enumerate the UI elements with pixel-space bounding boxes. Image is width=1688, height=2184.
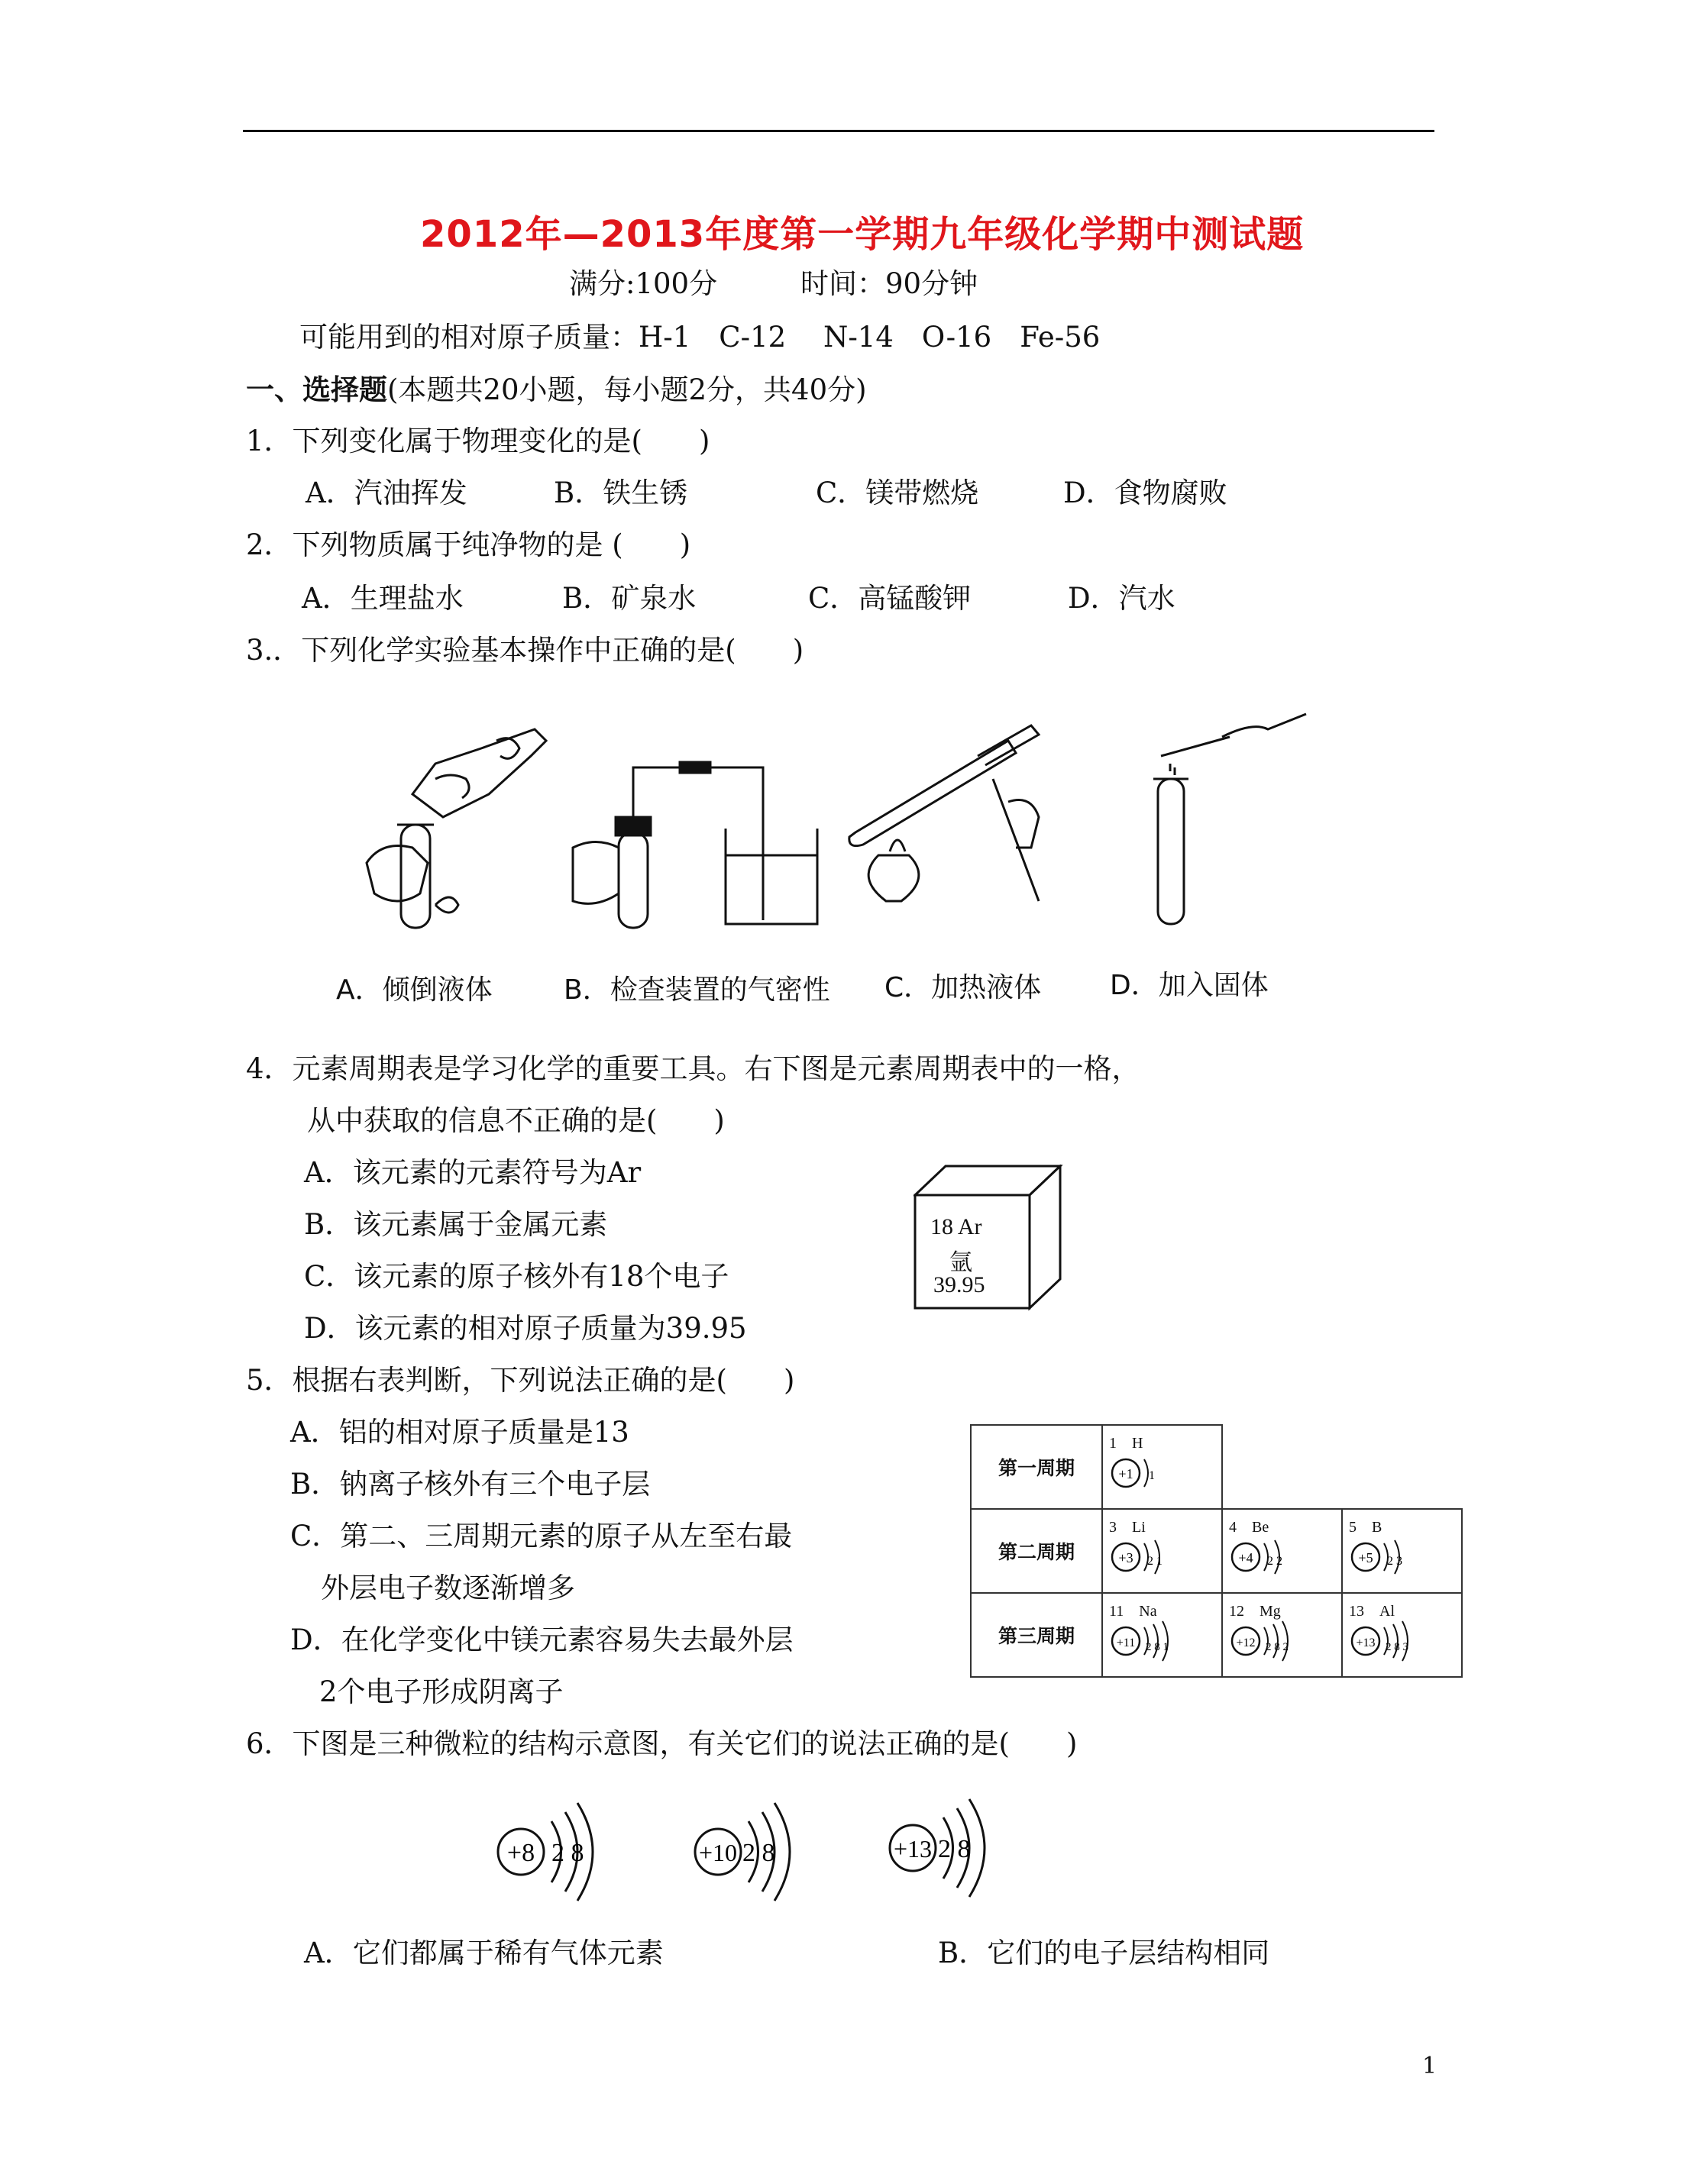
na-atom-diagram [1108,1618,1214,1672]
exam-time: 时间：90分钟 [800,267,978,300]
na-shells: 2 8 1 [1146,1641,1169,1653]
cell-be [1222,1509,1342,1593]
mg-atom-diagram [1227,1618,1334,1672]
al-nucleus: +13 [1356,1636,1376,1649]
particle-1-nucleus: +8 [506,1839,535,1867]
al-atom-diagram [1347,1618,1454,1672]
q2-option-d: D．汽水 [1068,582,1175,615]
q5-option-c-cont: 外层电子数逐渐增多 [321,1572,575,1604]
q3-stem: 3.．下列化学实验基本操作中正确的是( ) [246,634,804,667]
atomic-masses: 可能用到的相对原子质量：H-1 C-12 N-14 O-16 Fe-56 [299,321,1101,354]
li-atom-diagram [1108,1534,1214,1588]
q4-stem-line1: 4．元素周期表是学习化学的重要工具。右下图是元素周期表中的一格， [246,1052,1140,1085]
period-2-label: 第二周期 [971,1509,1102,1593]
q6-option-a: A．它们都属于稀有气体元素 [304,1937,664,1969]
na-nucleus: +11 [1116,1636,1136,1649]
h-nucleus: +1 [1118,1466,1133,1481]
add-solid-illustration [1153,714,1306,924]
cell-na [1102,1593,1222,1677]
page-title: 2012年—2013年度第一学期九年级化学期中测试题 [420,213,1305,256]
empty-cell [1222,1425,1342,1509]
q4-option-d: D．该元素的相对原子质量为39.95 [304,1312,747,1345]
q2-option-b: B．矿泉水 [562,582,697,615]
cell-li-header: 3 Li [1109,1519,1146,1536]
pour-liquid-illustration [367,729,546,928]
be-nucleus: +4 [1238,1550,1253,1565]
section-heading [246,373,867,407]
particle-2-nucleus: +10 [698,1839,738,1866]
mg-shells: 2 8 2 [1266,1641,1289,1653]
be-shells: 2 2 [1267,1555,1282,1568]
mg-nucleus: +12 [1236,1636,1256,1649]
particle-3-nucleus: +13 [893,1835,933,1863]
element-name: 氩 [949,1250,972,1275]
cell-be-header: 4 Be [1229,1519,1269,1536]
lab-operations-figure [321,710,1329,939]
full-marks: 满分:100分 [569,267,718,300]
particle-structure-figure [489,1798,1023,1913]
q6-option-b: B．它们的电子层结构相同 [938,1937,1270,1969]
particle-1-shells: 2 8 [551,1839,584,1867]
q5-option-c: C．第二、三周期元素的原子从左至右最 [290,1520,793,1552]
particle-3-shells: 2 8 [938,1835,971,1863]
q5-option-a: A．铝的相对原子质量是13 [290,1416,629,1449]
header-rule [243,130,1434,132]
q1-option-b: B．铁生锈 [554,477,688,509]
page-number: 1 [1422,2053,1437,2079]
q4-option-a: A．该元素的元素符号为Ar [304,1156,642,1189]
cell-na-header: 11 Na [1109,1603,1157,1620]
cell-mg-header: 12 Mg [1229,1603,1281,1620]
li-shells: 2 1 [1147,1555,1163,1568]
particle-1 [498,1803,593,1901]
cell-h [1102,1425,1222,1509]
q1-option-d: D．食物腐败 [1063,477,1227,509]
q6-stem: 6．下图是三种微粒的结构示意图，有关它们的说法正确的是( ) [246,1727,1078,1760]
q5-stem: 5．根据右表判断，下列说法正确的是( ) [246,1364,795,1397]
q3-caption-b: B．检查装置的气密性 [564,974,830,1006]
al-shells: 2 8 3 [1386,1641,1408,1653]
q4-stem-line2: 从中获取的信息不正确的是( ) [307,1104,725,1137]
q3-caption-c: C．加热液体 [884,972,1042,1003]
q1-stem: 1．下列变化属于物理变化的是( ) [246,425,710,457]
q2-stem: 2．下列物质属于纯净物的是 ( ) [246,528,691,561]
element-number-symbol: 18 Ar [930,1214,982,1239]
b-shells: 2 3 [1387,1555,1402,1568]
cell-b-header: 5 B [1349,1519,1382,1536]
q4-option-b: B．该元素属于金属元素 [304,1208,608,1241]
cell-al [1342,1593,1462,1677]
period-1-label: 第一周期 [971,1425,1102,1509]
particle-2-shells: 2 8 [742,1839,775,1867]
q5-option-d: D．在化学变化中镁元素容易失去最外层 [290,1623,794,1656]
cell-mg [1222,1593,1342,1677]
q2-option-c: C．高锰酸钾 [808,582,972,615]
airtightness-check-illustration [573,762,817,928]
particle-2 [695,1803,790,1901]
q5-option-b: B．钠离子核外有三个电子层 [290,1468,651,1501]
empty-cell [1342,1425,1462,1509]
q5-option-d-cont: 2个电子形成阴离子 [319,1675,564,1708]
li-nucleus: +3 [1118,1550,1133,1565]
h-shells: 1 [1149,1469,1155,1482]
cell-al-header: 13 Al [1349,1603,1395,1620]
q2-option-a: A．生理盐水 [302,582,464,615]
particle-3 [890,1799,985,1897]
heat-liquid-illustration [849,725,1039,901]
q1-option-c: C．镁带燃烧 [816,477,979,509]
q3-caption-a: A．倾倒液体 [336,974,493,1006]
h-atom-diagram [1108,1450,1214,1504]
b-nucleus: +5 [1358,1550,1373,1565]
q1-option-a: A．汽油挥发 [306,477,467,509]
section-name: 一、选择题 [246,373,387,406]
q4-option-c: C．该元素的原子核外有18个电子 [304,1260,729,1293]
periodic-table-excerpt [970,1424,1463,1678]
cell-li [1102,1509,1222,1593]
be-atom-diagram [1227,1534,1334,1588]
cell-b [1342,1509,1462,1593]
cell-h-header: 1 H [1109,1435,1143,1452]
b-atom-diagram [1347,1534,1454,1588]
element-mass: 39.95 [933,1272,985,1297]
section-note: (本题共20小题，每小题2分，共40分) [387,373,867,406]
period-3-label: 第三周期 [971,1593,1102,1677]
q3-caption-d: D．加入固体 [1110,970,1269,1001]
